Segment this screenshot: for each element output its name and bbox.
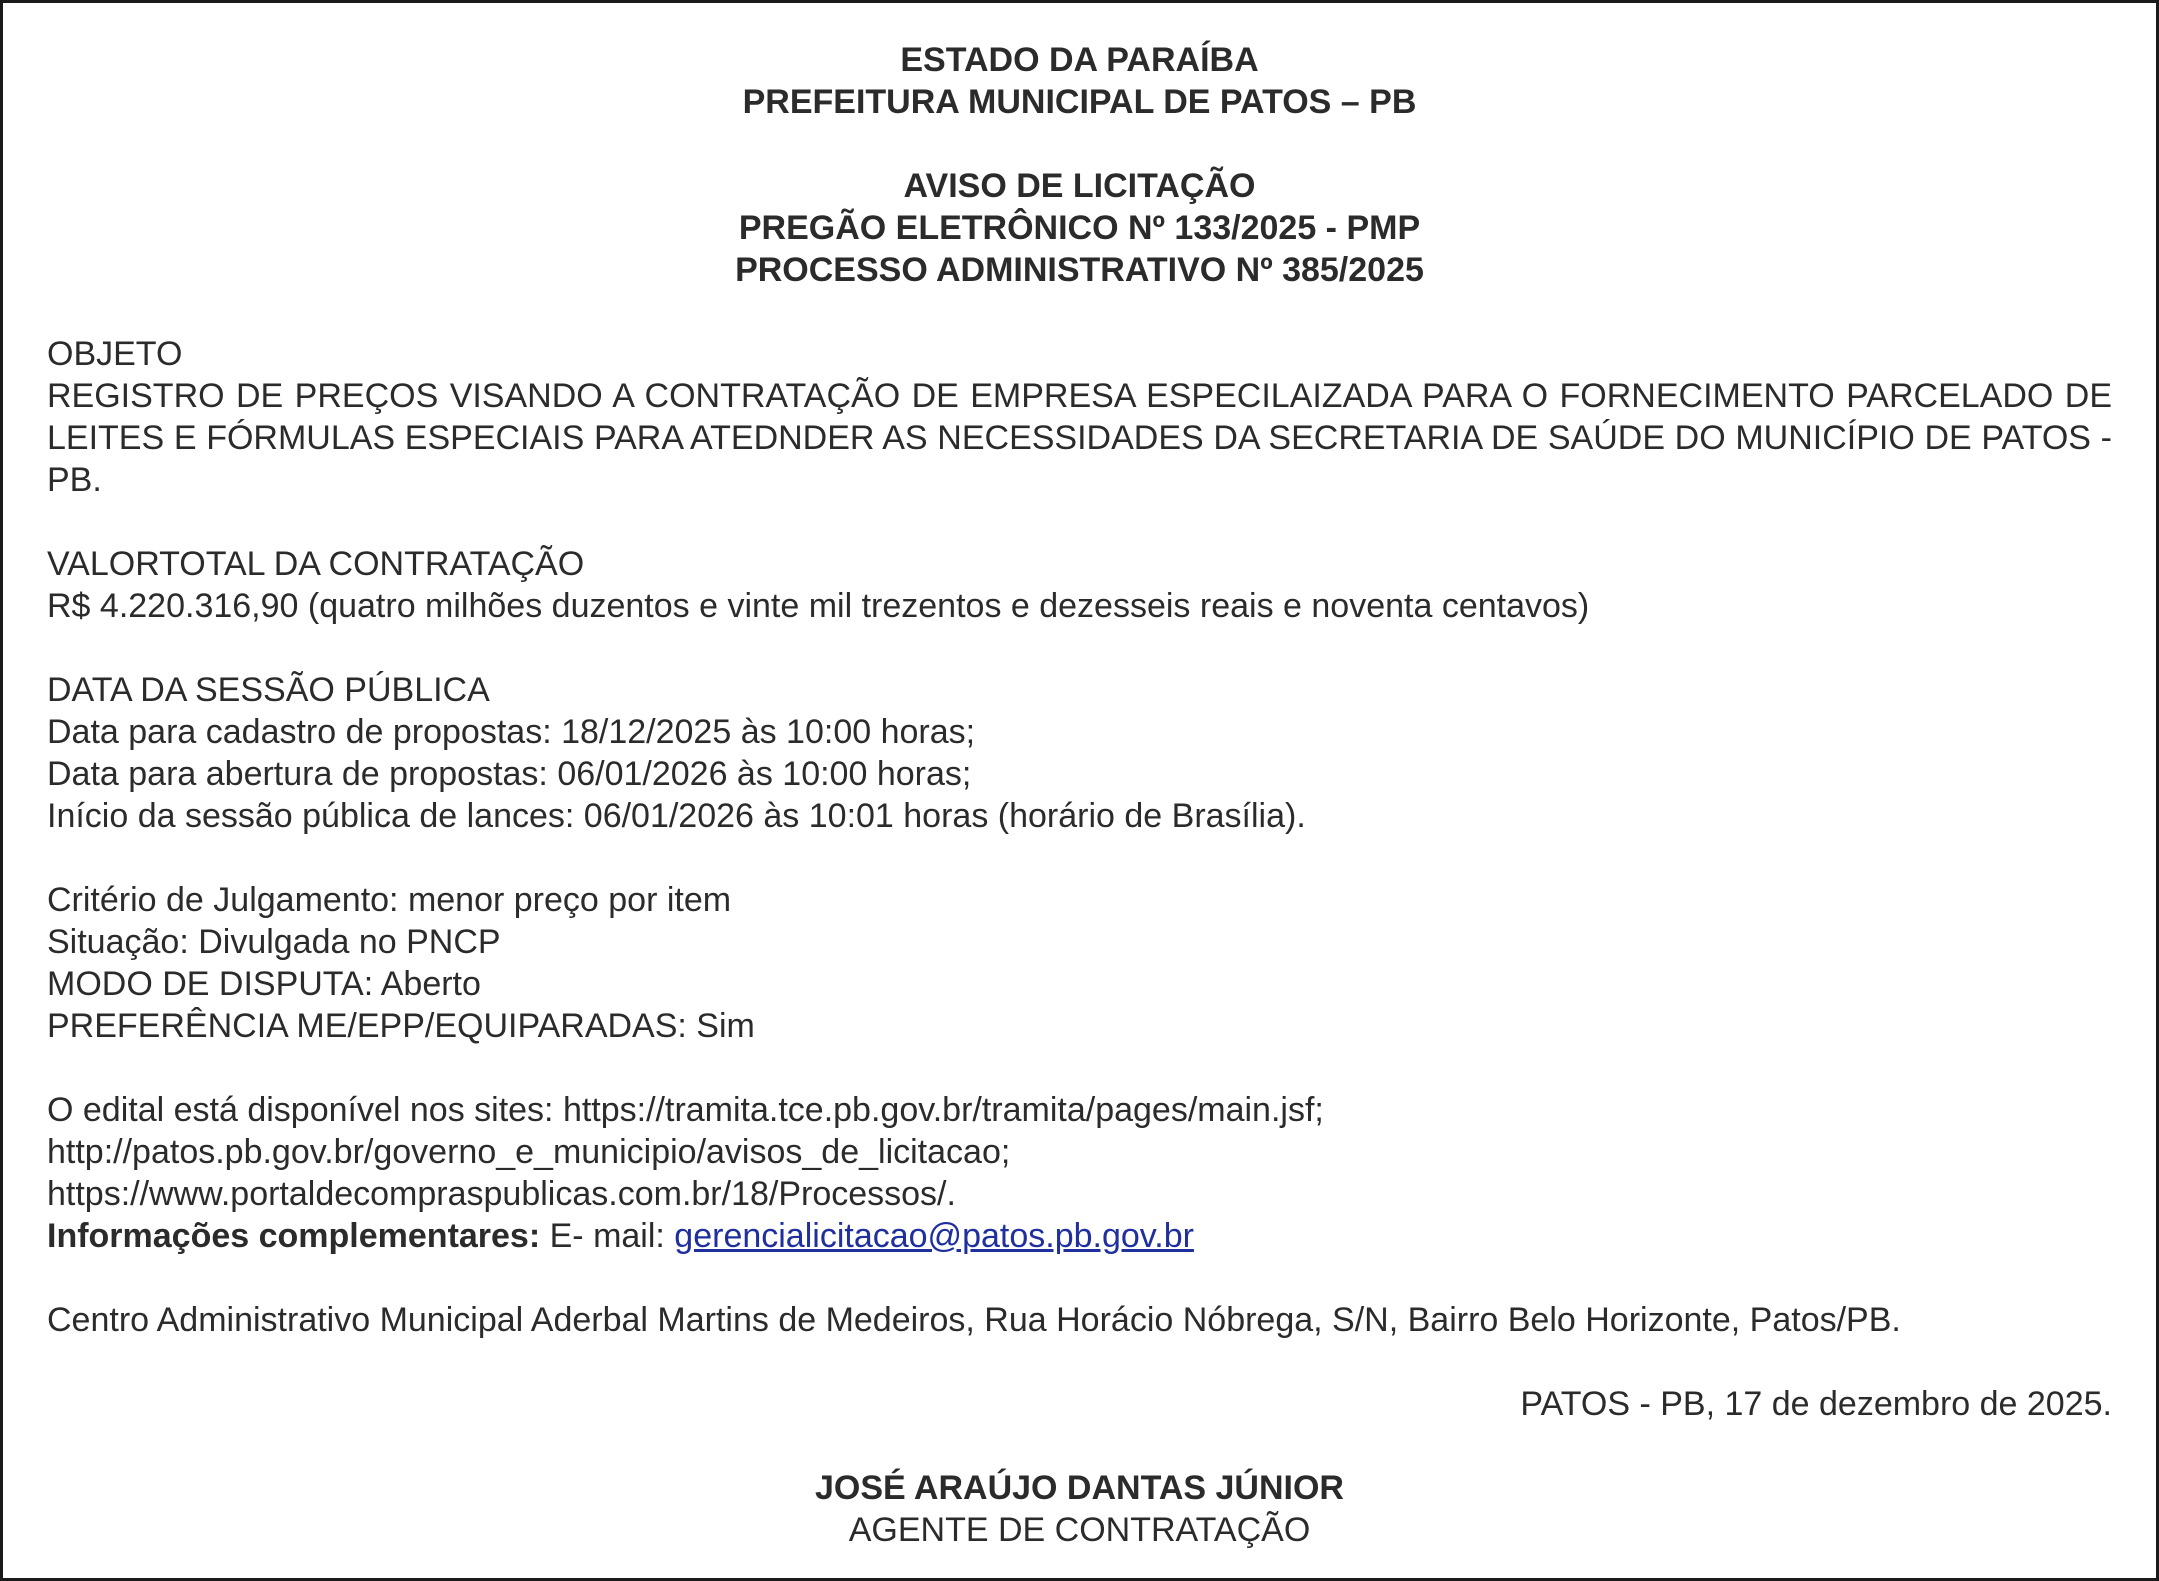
valor-section [47,543,2112,627]
processo-number: PROCESSO ADMINISTRATIVO Nº 385/2025 [735,251,1424,289]
situacao: Situação: Divulgada no PNCP [47,923,501,961]
spacer [47,1047,2112,1089]
email-link[interactable]: gerencialicitacao@patos.pb.gov.br [674,1217,1194,1255]
sessao-inicio: Início da sessão pública de lances: 06/01/2026 às 10:01 horas (horário de Brasília). [47,797,1306,835]
signatory-name: JOSÉ ARAÚJO DANTAS JÚNIOR [815,1469,1344,1507]
spacer [47,627,2112,669]
header-block [47,39,2112,291]
modo-disputa: MODO DE DISPUTA: Aberto [47,965,481,1003]
info-label: Informações complementares: [47,1217,541,1255]
signatory-role: AGENTE DE CONTRATAÇÃO [848,1511,1311,1549]
objeto-text: REGISTRO DE PREÇOS VISANDO A CONTRATAÇÃO DE EMPRESA ESPECILAIZADA PARA O FORNECIMENTO PARCELADO DE LEITES E FÓRMULAS ESPECIAIS PARA ATEDNDER AS NECESSIDADES DA SECRETARIA DE SAÚDE DO MUNICÍPIO DE PATOS - PB. [47,377,2112,499]
valor-text: R$ 4.220.316,90 (quatro milhões duzentos e vinte mil trezentos e dezesseis reais e noventa centavos) [47,587,1590,625]
address: Centro Administrativo Municipal Aderbal Martins de Medeiros, Rua Horácio Nóbrega, S/N, Bairro Belo Horizonte, Patos/PB. [47,1301,1901,1339]
notice-title: AVISO DE LICITAÇÃO [903,167,1256,205]
state-heading: ESTADO DA PARAÍBA [900,41,1259,79]
spacer [47,1257,2112,1299]
spacer [47,1341,2112,1383]
spacer [47,501,2112,543]
objeto-section [47,333,2112,501]
criterio-julgamento: Critério de Julgamento: menor preço por item [47,881,732,919]
valor-label: VALORTOTAL DA CONTRATAÇÃO [47,545,585,583]
date-place: PATOS - PB, 17 de dezembro de 2025. [1520,1385,2112,1423]
objeto-label: OBJETO [47,335,183,373]
spacer [47,1425,2112,1467]
preferencia: PREFERÊNCIA ME/EPP/EQUIPARADAS: Sim [47,1007,755,1045]
pregao-number: PREGÃO ELETRÔNICO Nº 133/2025 - PMP [738,209,1421,247]
sessao-abertura: Data para abertura de propostas: 06/01/2026 às 10:00 horas; [47,755,972,793]
spacer [47,837,2112,879]
email-prefix: E- mail: [540,1217,675,1255]
spacer [47,123,2112,165]
edital-sites-line: O edital está disponível nos sites: https://tramita.tce.pb.gov.br/tramita/pages/main.jsf; [47,1091,1324,1129]
edital-site-portal: https://www.portaldecompraspublicas.com.br/18/Processos/. [47,1175,956,1213]
info-line [47,1215,2112,1257]
edital-section [47,1089,2112,1257]
criterios-section [47,879,2112,1047]
spacer [47,291,2112,333]
municipality-heading: PREFEITURA MUNICIPAL DE PATOS – PB [742,83,1417,121]
sessao-cadastro: Data para cadastro de propostas: 18/12/2025 às 10:00 horas; [47,713,976,751]
edital-site-patos: http://patos.pb.gov.br/governo_e_municipio/avisos_de_licitacao; [47,1133,1011,1171]
sessao-label: DATA DA SESSÃO PÚBLICA [47,671,490,709]
signature-block [47,1467,2112,1551]
sessao-section [47,669,2112,837]
